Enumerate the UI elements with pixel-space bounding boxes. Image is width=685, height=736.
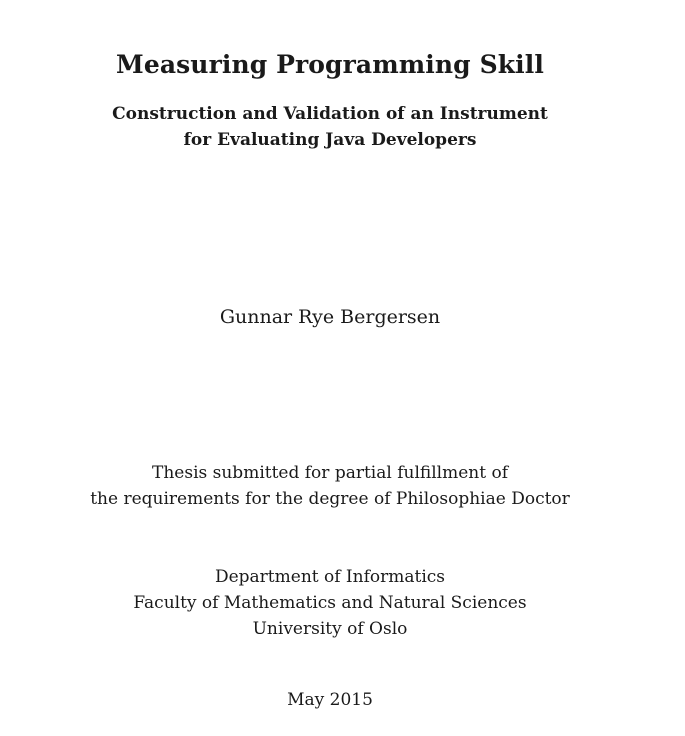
thesis-statement-line-2: the requirements for the degree of Philosophiae Doctor <box>90 489 570 509</box>
faculty: Faculty of Mathematics and Natural Sciences <box>133 593 527 613</box>
submission-date: May 2015 <box>287 690 373 710</box>
thesis-title: Measuring Programming Skill <box>116 50 544 79</box>
author-name: Gunnar Rye Bergersen <box>219 306 441 328</box>
university: University of Oslo <box>252 619 408 639</box>
department: Department of Informatics <box>214 567 446 587</box>
subtitle-line-1: Construction and Validation of an Instrument <box>112 104 548 124</box>
subtitle-line-2: for Evaluating Java Developers <box>183 130 477 150</box>
thesis-statement-line-1: Thesis submitted for partial fulfillment of <box>152 463 508 483</box>
